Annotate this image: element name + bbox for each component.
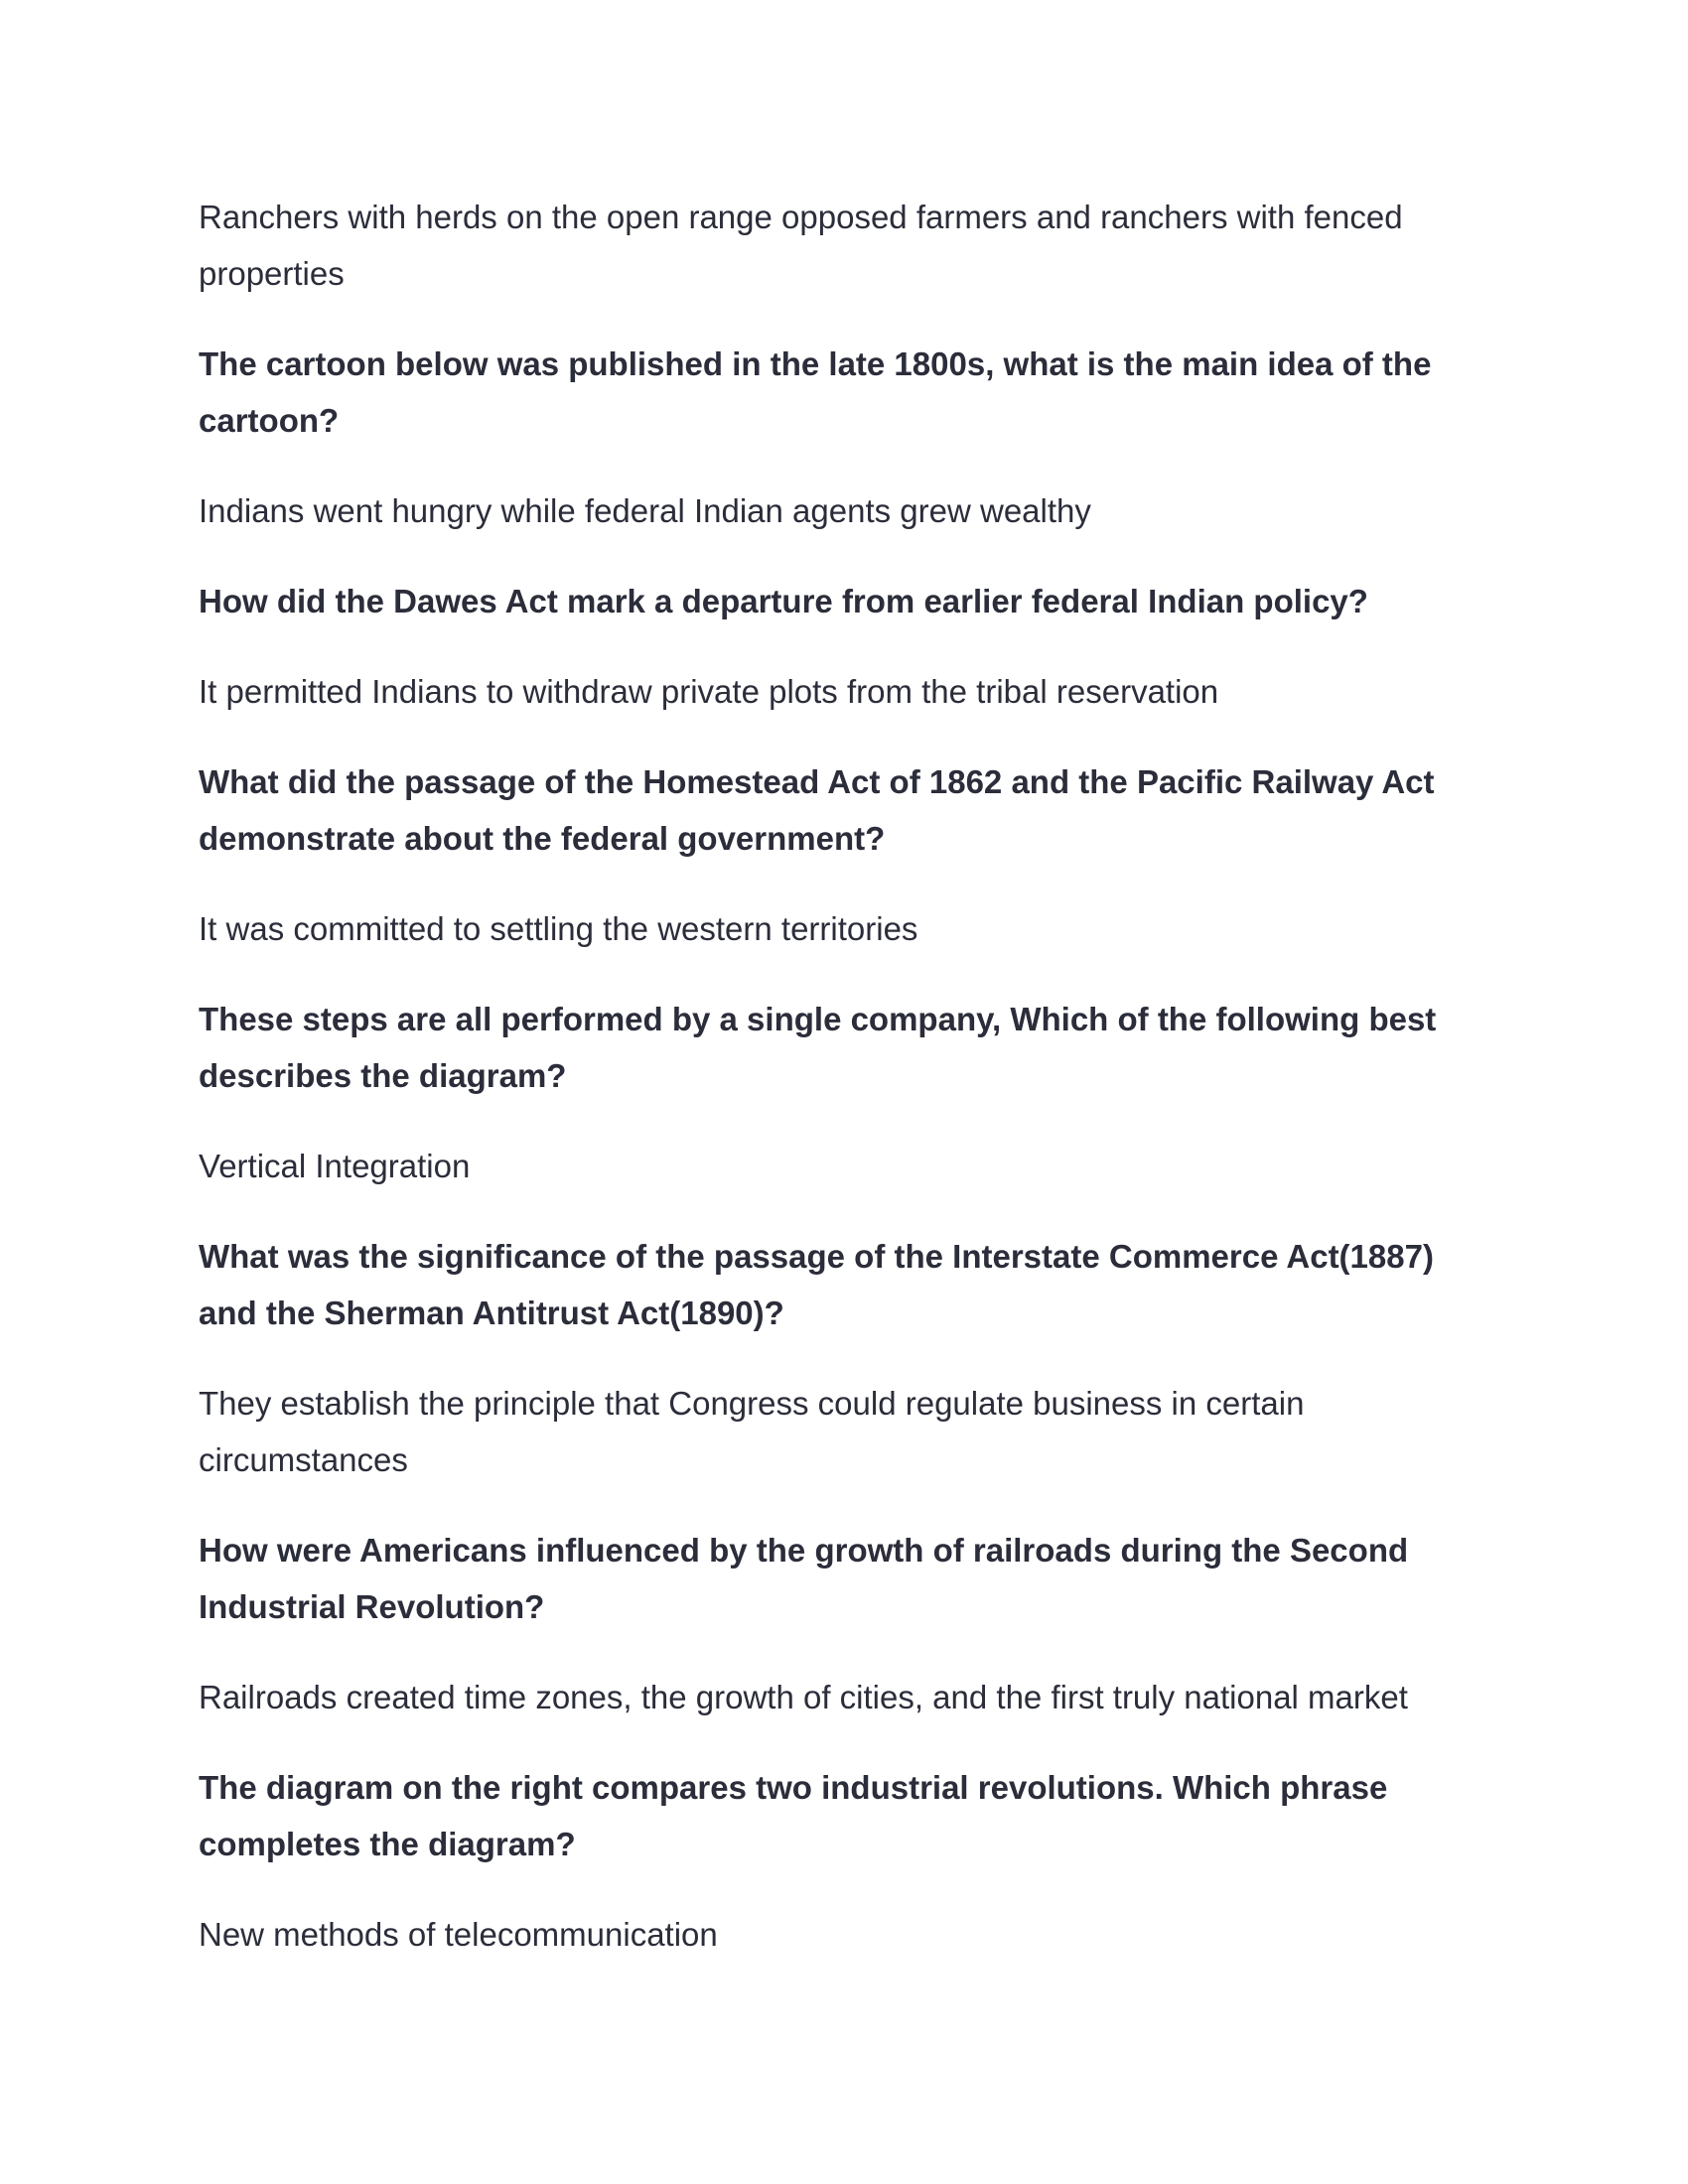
question-text: These steps are all performed by a single company, Which of the following best describes the diagram? bbox=[199, 1001, 1437, 1094]
answer-text: New methods of telecommunication bbox=[199, 1916, 718, 1953]
answer-text: It was committed to settling the western territories bbox=[199, 910, 918, 947]
answer-text: Ranchers with herds on the open range opposed farmers and ranchers with fenced properties bbox=[199, 199, 1403, 292]
answer-text: They establish the principle that Congress could regulate business in certain circumstances bbox=[199, 1385, 1305, 1478]
question-text: The cartoon below was published in the late 1800s, what is the main idea of the cartoon? bbox=[199, 345, 1432, 439]
document-body bbox=[199, 189, 1479, 1996]
question-text: The diagram on the right compares two industrial revolutions. Which phrase completes the diagram? bbox=[199, 1769, 1388, 1862]
question-text: What did the passage of the Homestead Act of 1862 and the Pacific Railway Act demonstrate about the federal government? bbox=[199, 763, 1435, 857]
question-text: How were Americans influenced by the growth of railroads during the Second Industrial Revolution? bbox=[199, 1532, 1409, 1625]
answer-text: Indians went hungry while federal Indian agents grew wealthy bbox=[199, 492, 1091, 529]
answer-text: Railroads created time zones, the growth of cities, and the first truly national market bbox=[199, 1679, 1408, 1715]
question-text: How did the Dawes Act mark a departure from earlier federal Indian policy? bbox=[199, 583, 1368, 619]
answer-text: It permitted Indians to withdraw private plots from the tribal reservation bbox=[199, 673, 1219, 710]
question-text: What was the significance of the passage of the Interstate Commerce Act(1887) and the Sherman Antitrust Act(1890)? bbox=[199, 1238, 1434, 1331]
answer-text: Vertical Integration bbox=[199, 1148, 471, 1184]
